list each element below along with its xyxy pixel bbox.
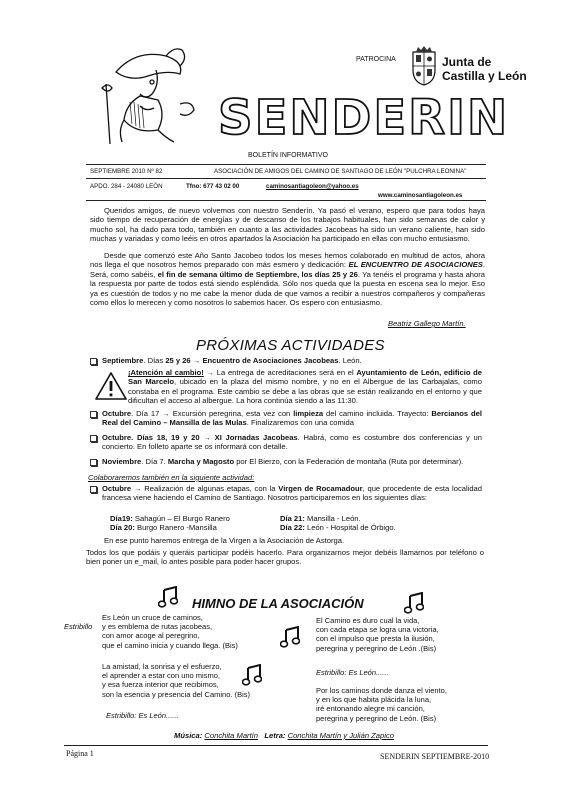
hymn-heading: HIMNO DE LA ASOCIACIÓN [192, 596, 364, 611]
stage-row: Día 21: Mansilla - León. [280, 514, 361, 523]
coat-of-arms-icon [410, 46, 438, 86]
bullet-icon [90, 459, 97, 466]
stage-row: Día 20: Burgo Ranero -Mansilla [110, 523, 217, 532]
attention-notice: ¡Atención al cambio! → La entrega de acreditaciones será en el Ayuntamiento de León, edificio de San Marcelo, ubicado en la plaza del mismo nombre, y no en el Albergue de las Carbajalas, como constaba en el programa. Este cambio se debe a las obras que se están realizando en el entorno y que dificultan el acceso al albergue. La hora continúa siendo a las 11:30. [128, 368, 483, 406]
intro-paragraph-2: Desde que comenzó este Año Santo Jacobeo todos los meses hemos colaborado en multitud de actos, ahora nos llega el que nosotros hemos preparado con más esmero y dedicación: EL ENCUENTRO DE ASOCIACIONES. Será, como sabéis, el fin de semana último de Septiembre, los días 25 y 26. Ya tenéis el programa y hasta ahora la respuesta por parte de todos está siendo espléndida. Sólo nos queda que la puesta en escena sea lo mejor. Eso ya es cuestión de todos y no me cabe la menor duda de que vamos a recibir a nuestros compañeros y compañeras como ellos lo merecen y como nosotros lo sabemos hacer. Os espero con entusiasmo. [90, 251, 486, 308]
hymn-credits: Música: Conchita Martín Letra: Conchita Martín y Julián Zapico [174, 731, 394, 740]
hymn-right-stanza-2: Por los caminos donde danza el viento, y en los que habita plácida la luna, iré entonando alegre mi canción, peregrina y peregrino de León. (Bis) [316, 686, 447, 723]
activity-september: Septiembre. Días 25 y 26 → Encuentro de Asociaciones Jacobeas. León. [102, 356, 362, 365]
header-rule-top [86, 164, 486, 165]
intro-paragraph-1: Queridos amigos, de nuevo volvemos con nuestro Senderín. Ya pasó el verano, espero que para todos haya sido tiempo de recuperación de energías y de descanso de los trabajos habituales, han sido semanas de calor y mucho sol, ha dado para todo, también en cuanto a las actividades Jacobeas ha sido un verano caliente, han sido muchas y variadas y como leéis en otros apartados la Asociación ha participado en ellas con mucho entusiasmo. [90, 206, 485, 244]
music-note-icon [158, 586, 178, 608]
activity-october-excursion: Octubre. Día 17 → Excursión peregrina, esta vez con limpieza del camino incluida. Trayecto: Bercianos del Real del Camino – Mansilla de las Mulas. Finalizaremos con una comida [102, 409, 482, 428]
stage-row: Día19: Sahagún – El Burgo Ranero [110, 514, 230, 523]
website-link[interactable]: www.caminosantiagoleon.es [378, 192, 463, 199]
music-note-icon [280, 626, 300, 648]
activity-november: Noviembre. Día 7. Marcha y Magosto por El Bierzo, con la Federación de montaña (Ruta por determinar). [102, 457, 464, 466]
email-link[interactable]: caminosantiagoleon@yahoo.es [266, 183, 359, 190]
junta-line2: Castilla y León [442, 69, 527, 83]
header-rule-mid [86, 178, 486, 179]
pilgrim-illustration [96, 44, 201, 146]
signature: Beatriz Gallego Martín. [388, 319, 466, 328]
hymn-left-stanza-1: Es León un cruce de caminos, y es emblema de rutas jacobeas, con amor acoge al peregrino, que el camino inicia y cuando llega. (Bis) [102, 613, 238, 650]
hymn-left-stanza-2: La amistad, la sonrisa y el esfuerzo, el aprender a estar con uno mismo, y esa fuerza interior que recibimos, son la esencia y presencia del Camino. (Bis) [102, 662, 250, 699]
music-note-icon [242, 664, 262, 686]
newsletter-logo: SENDERIN [218, 90, 510, 146]
association-name: ASOCIACIÓN DE AMIGOS DEL CAMINO DE SANTIAGO DE LEÓN "PULCHRA LEONINA" [214, 168, 467, 175]
bullet-icon [90, 435, 97, 442]
newsletter-subtitle: BOLETÍN INFORMATIVO [248, 152, 328, 159]
page-number: Página 1 [66, 749, 94, 758]
collaboration-october: Octubre → Realización de algunas etapas, con la Virgen de Rocamadour, que procedente de esta localidad francesa viene haciendo el Camino de Santiago. Nosotros participaremos en los siguientes días: [102, 484, 483, 503]
participation-note: Todos los que podáis y queráis participar podéis hacerlo. Para organizarnos mejor debéis llamarnos por teléfono o bien poner un e_mail, lo antes posible para poder hacer grupos. [86, 548, 484, 567]
footer-rule [64, 745, 488, 746]
music-note-icon [404, 592, 424, 614]
hymn-left-estribillo: Estribillo: Es León...... [106, 711, 179, 720]
stage-row: Día 22: León - Hospital de Órbigo. [280, 523, 396, 532]
postal-address: APDO. 284 - 24080 LEÓN [90, 183, 163, 190]
astorga-note: En ese punto haremos entrega de la Virgen a la Asociación de Astorga. [104, 536, 345, 545]
hymn-right-stanza-1: El Camino es duro cual la vida, con cada etapa se logra una victoria, con el impulso que presta la ilusión, peregrina y peregrino de León .(Bis) [316, 616, 439, 653]
bullet-icon [90, 486, 97, 493]
activities-heading: PRÓXIMAS ACTIVIDADES [196, 337, 385, 354]
phone-number: Tfno: 677 43 02 00 [186, 183, 240, 190]
hymn-right-estribillo: Estribillo: Es León...... [316, 668, 389, 677]
collaboration-heading: Colaboraremos también en la siguiente actividad: [88, 473, 255, 482]
bullet-icon [90, 411, 97, 418]
footer-issue: SENDERIN SEPTIEMBRE-2010 [380, 752, 490, 761]
junta-line1: Junta de [442, 55, 492, 69]
warning-icon [94, 371, 128, 401]
activity-october-jornadas: Octubre. Días 18, 19 y 20 → XI Jornadas Jacobeas. Habrá, como es costumbre dos conferencias y un concierto. En folleto aparte se os informará con detalle. [102, 433, 482, 452]
issue-date: SEPTIEMBRE 2010 Nº 82 [90, 168, 163, 175]
header-rule-bottom [86, 200, 486, 201]
estribillo-label: Estribillo [64, 622, 93, 631]
bullet-icon [90, 358, 97, 365]
sponsor-label: PATROCINA [356, 56, 396, 63]
